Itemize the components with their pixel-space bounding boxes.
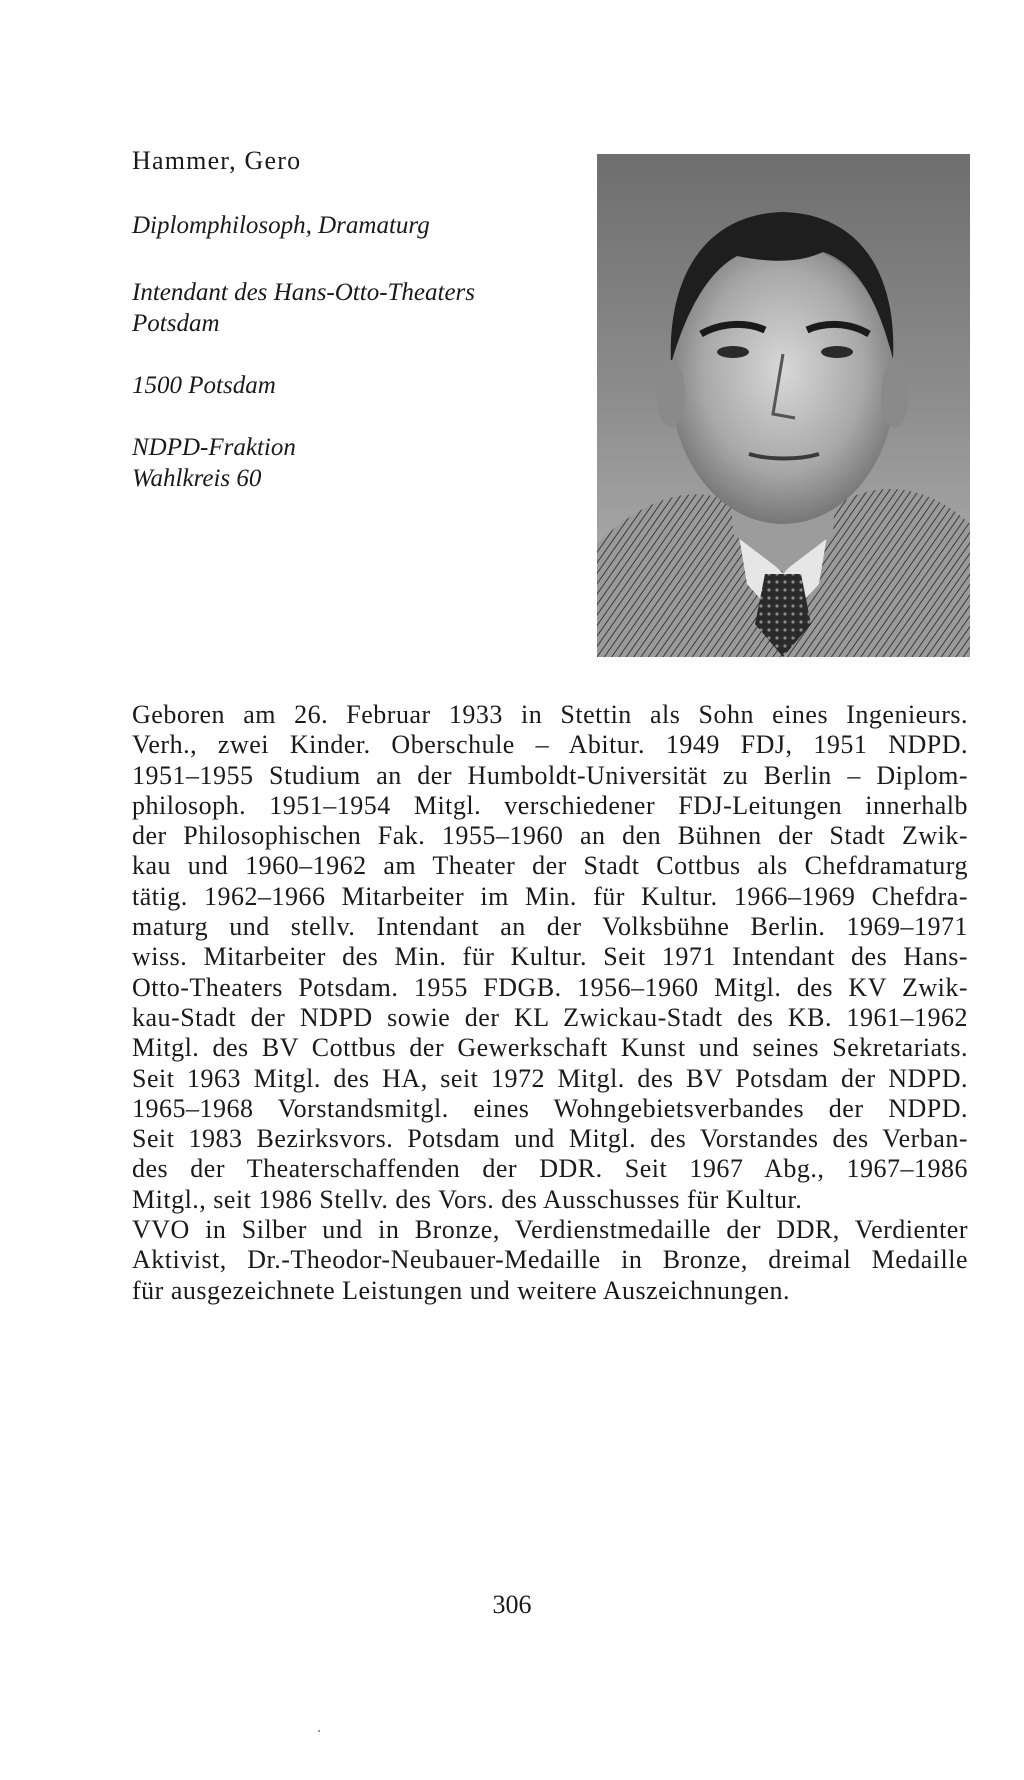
biography-line: Otto-Theaters Potsdam. 1955 FDGB. 1956–1960 Mitgl. des KV Zwik- <box>132 972 968 1002</box>
biography-text <box>132 700 968 1306</box>
scan-speck <box>318 1730 320 1732</box>
entry-constituency: Wahlkreis 60 <box>132 465 262 492</box>
biography-line: Mitgl., seit 1986 Stellv. des Vors. des Ausschusses für Kultur. <box>132 1184 803 1214</box>
biography-line: maturg und stellv. Intendant an der Volksbühne Berlin. 1969–1971 <box>132 912 968 942</box>
entry-profession: Diplomphilosoph, Dramaturg <box>132 212 430 239</box>
biography-line: Aktivist, Dr.-Theodor-Neubauer-Medaille in Bronze, dreimal Medaille <box>132 1245 968 1275</box>
biography-line: kau und 1960–1962 am Theater der Stadt Cottbus als Chefdramaturg <box>132 851 968 881</box>
page-number: 306 <box>492 1590 532 1619</box>
biography-line: tätig. 1962–1966 Mitarbeiter im Min. für Kultur. 1966–1969 Chefdra- <box>132 881 968 911</box>
biography-line: Mitgl. des BV Cottbus der Gewerkschaft Kunst und seines Sekretariats. <box>132 1033 968 1063</box>
entry-position <box>132 277 475 339</box>
biography-line: 1951–1955 Studium an der Humboldt-Universität zu Berlin – Diplom- <box>132 760 968 790</box>
entry-faction: NDPD-Fraktion <box>132 434 296 461</box>
portrait-photo <box>597 154 970 657</box>
portrait-photo-icon <box>597 154 970 657</box>
entry-position-line1: Intendant des Hans-Otto-Theaters <box>132 279 476 306</box>
biography-line: VVO in Silber und in Bronze, Verdienstmedaille der DDR, Verdienter <box>132 1215 968 1245</box>
entry-position-line2: Potsdam <box>132 310 220 337</box>
biography-line: für ausgezeichnete Leistungen und weitere Auszeichnungen. <box>132 1275 791 1305</box>
biography-line: Verh., zwei Kinder. Oberschule – Abitur. 1949 FDJ, 1951 NDPD. <box>132 730 968 760</box>
biography-line: der Philosophischen Fak. 1955–1960 an den Bühnen der Stadt Zwik- <box>132 821 968 851</box>
biography-line: Geboren am 26. Februar 1933 in Stettin als Sohn eines Ingenieurs. <box>132 700 968 729</box>
entry-name: Hammer, Gero <box>132 146 302 175</box>
biography-line: des der Theaterschaffenden der DDR. Seit 1967 Abg., 1967–1986 <box>132 1154 968 1184</box>
biography-line: kau-Stadt der NDPD sowie der KL Zwickau-Stadt des KB. 1961–1962 <box>132 1002 968 1032</box>
biography-line: Seit 1983 Bezirksvors. Potsdam und Mitgl. des Vorstandes des Verban- <box>132 1124 968 1154</box>
biography-line: philosoph. 1951–1954 Mitgl. verschiedener FDJ-Leitungen innerhalb <box>132 790 968 820</box>
biography-line: Seit 1963 Mitgl. des HA, seit 1972 Mitgl. des BV Potsdam der NDPD. <box>132 1063 968 1093</box>
entry-address: 1500 Potsdam <box>132 372 276 399</box>
biography-line: 1965–1968 Vorstandsmitgl. eines Wohngebietsverbandes der NDPD. <box>132 1093 968 1123</box>
entry-faction-block <box>132 432 296 494</box>
biography-line: wiss. Mitarbeiter des Min. für Kultur. Seit 1971 Intendant des Hans- <box>132 942 968 972</box>
